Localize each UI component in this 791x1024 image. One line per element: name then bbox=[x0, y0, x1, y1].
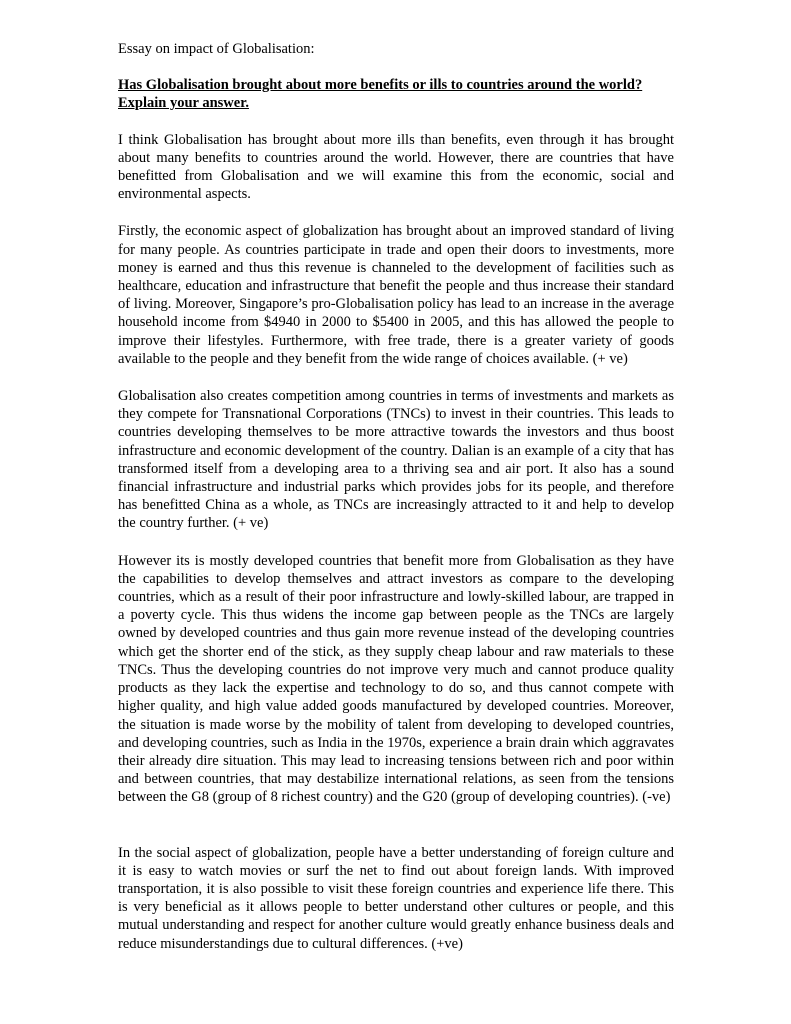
paragraph-economic-benefits: Firstly, the economic aspect of globalization has brought about an improved standard of living for many people. As countries participate in trade and open their doors to investments, more money is earned and thus this revenue is channeled to the development of facilities such as healthcare, education and infrastructure that benefit the people and thus increase their standard of living. Moreover, Singapore’s pro-Globalisation policy has lead to an increase in the average household income from $4940 in 2000 to $5400 in 2005, and this has allowed the people to improve their lifestyles. Furthermore, with free trade, there is a greater variety of goods available to the people and they benefit from the wide range of choices available. (+ ve) bbox=[118, 223, 674, 367]
essay-heading: Essay on impact of Globalisation: bbox=[118, 41, 315, 57]
essay-question: Has Globalisation brought about more benefits or ills to countries around the world? Explain your answer. bbox=[118, 77, 643, 112]
document-page bbox=[118, 40, 674, 972]
paragraph-social-aspect: In the social aspect of globalization, people have a better understanding of foreign culture and it is easy to watch movies or surf the net to find out about foreign lands. With improved transportation, it is also possible to visit these foreign countries and experience life there. This is very beneficial as it allows people to better understand other cultures or people, and this mutual understanding and respect for another culture would greatly enhance business deals and reduce misunderstandings due to cultural differences. (+ve) bbox=[118, 844, 674, 952]
paragraph-developed-countries: However its is mostly developed countries that benefit more from Globalisation as they have the capabilities to develop themselves and attract investors as compare to the developing countries, which as a result of their poor infrastructure and lowly-skilled labour, are trapped in a poverty cycle. This thus widens the income gap between people as the TNCs are largely owned by developed countries and thus gain more revenue instead of the developing countries which get the shorter end of the stick, as they supply cheap labour and raw materials to these TNCs. Thus the developing countries do not improve very much and cannot produce quality products as they lack the expertise and technology to do so, and thus cannot compete with higher quality, and high value added goods manufactured by developed countries. Moreover, the situation is made worse by the mobility of talent from developing to developed countries, and developing countries, such as India in the 1970s, experience a brain drain which aggravates their already dire situation. This may lead to increasing tensions between rich and poor within and between countries, that may destabilize international relations, as seen from the tensions between the G8 (group of 8 richest country) and the G20 (group of developing countries). (-ve) bbox=[118, 552, 674, 806]
paragraph-competition: Globalisation also creates competition among countries in terms of investments and markets as they compete for Transnational Corporations (TNCs) to invest in their countries. This leads to countries developing themselves to be more attractive towards the investors and thus boost infrastructure and economic development of the country. Dalian is an example of a city that has transformed itself from a developing area to a thriving sea and air port. It also has a sound financial infrastructure and industrial parks which provides jobs for its people, and therefore has benefitted China as a whole, as TNCs are increasingly attracted to it and help to develop the country further. (+ ve) bbox=[118, 388, 674, 532]
paragraph-introduction: I think Globalisation has brought about more ills than benefits, even through it has brought about many benefits to countries around the world. However, there are countries that have benefitted from Globalisation and we will examine this from the economic, social and environmental aspects. bbox=[118, 131, 674, 203]
